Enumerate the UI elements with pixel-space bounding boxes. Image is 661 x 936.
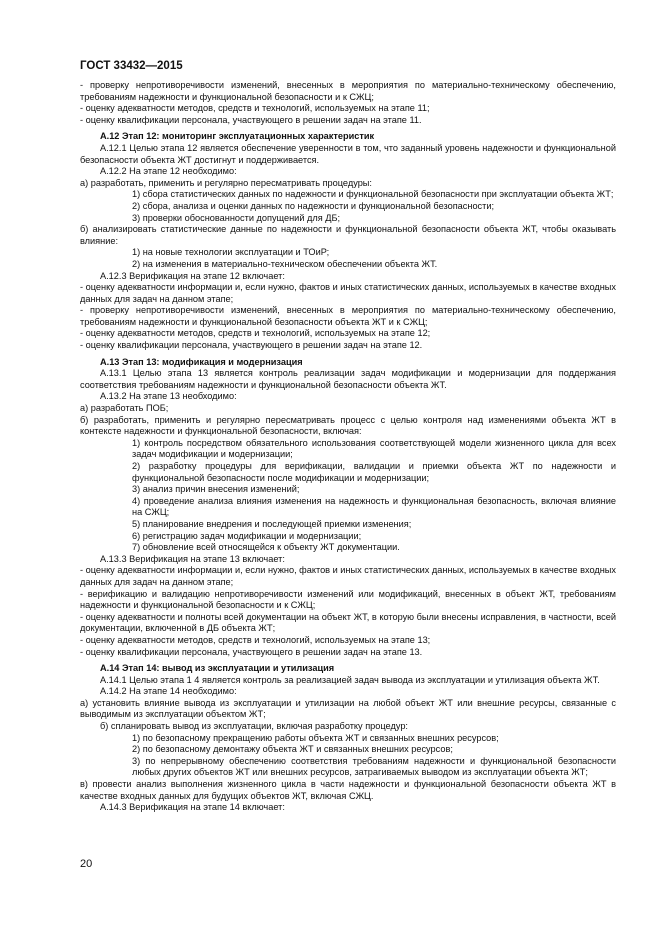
paragraph: 5) планирование внедрения и последующей приемки изменения; (132, 518, 412, 529)
section-heading: А.13 Этап 13: модификация и модернизация (100, 356, 303, 367)
paragraph: 2) разработку процедуры для верификации, валидации и приемки объекта ЖТ по надежности и функциональной безопасности после модификации и модернизации; (132, 461, 616, 483)
paragraph: 7) обновление всей относящейся к объекту ЖТ документации. (132, 542, 400, 553)
paragraph: 1) по безопасному прекращению работы объекта ЖТ и связанных внешних ресурсов; (132, 732, 499, 743)
paragraph: А.14.1 Целью этапа 1 4 является контроль за реализацией задач вывода из эксплуатации и утилизация объекта ЖТ. (100, 674, 600, 685)
document-body (80, 80, 616, 814)
paragraph: б) спланировать вывод из эксплуатации, включая разработку процедур: (100, 721, 408, 732)
paragraph: - проверку непротиворечивости изменений, внесенных в мероприятия по материально-техническому обеспечению, требованиям надежности и функциональной безопасности объекта ЖТ и к СЖЦ; (80, 305, 616, 327)
paragraph: А.14.3 Верификация на этапе 14 включает: (100, 802, 285, 813)
paragraph: - верификацию и валидацию непротиворечивости изменений или модификаций, внесенных в объект ЖТ, требованиям надежности и функциональной безопасности и к СЖЦ; (80, 588, 616, 611)
paragraph: А.14.2 На этапе 14 необходимо: (100, 686, 237, 697)
paragraph: - оценку квалификации персонала, участвующего в решении задач на этапе 13. (80, 646, 423, 657)
paragraph: 3) анализ причин внесения изменений; (132, 484, 300, 495)
document-header: ГОСТ 33432—2015 (80, 60, 183, 72)
paragraph: а) разработать ПОБ; (80, 403, 169, 414)
paragraph: а) разработать, применить и регулярно пересматривать процедуры: (80, 177, 372, 188)
paragraph: 2) сбора, анализа и оценки данных по надежности и функциональной безопасности; (132, 200, 495, 211)
paragraph: - оценку адекватности и полноты всей документации на объект ЖТ, в которую были внесены исправления, в частности, всей документации, включенной в ДБ объекта ЖТ; (80, 611, 616, 634)
paragraph: 2) на изменения в материально-техническом обеспечении объекта ЖТ. (132, 258, 438, 269)
paragraph: 3) проверки обоснованности допущений для ДБ; (132, 212, 341, 223)
paragraph: в) провести анализ выполнения жизненного цикла в части надежности и функциональной безопасности объекта ЖТ в качестве входных данных для будущих объектов ЖТ, включая СЖЦ. (80, 779, 616, 801)
paragraph: 1) на новые технологии эксплуатации и ТОиР; (132, 247, 330, 258)
paragraph: - оценку адекватности информации и, если нужно, фактов и иных статистических данных, используемых в качестве входных данных для задач на данном этапе; (80, 565, 616, 587)
paragraph: 6) регистрацию задач модификации и модернизации; (132, 530, 362, 541)
paragraph: А.12.1 Целью этапа 12 является обеспечение уверенности в том, что заданный уровень надежности и функциональной безопасности объекта ЖТ достигнут и поддерживается. (80, 142, 616, 165)
paragraph: 1) контроль посредством обязательного использования соответствующей модели жизненного цикла для всех задач модификации и модернизации; (132, 437, 616, 460)
paragraph: А.13.3 Верификация на этапе 13 включает: (100, 553, 285, 564)
paragraph: - оценку адекватности методов, средств и технологий, используемых на этапе 11; (80, 103, 430, 114)
paragraph: 4) проведение анализа влияния изменения на надежность и функциональная безопасность, включая влияние на СЖЦ; (132, 495, 616, 518)
paragraph: - проверку непротиворечивости изменений, внесенных в мероприятия по материально-техническому обеспечению, требованиям надежности и функциональной безопасности и к СЖЦ; (80, 80, 616, 102)
paragraph: А.12.2 На этапе 12 необходимо: (100, 166, 237, 177)
section-heading: А.12 Этап 12: мониторинг эксплуатационных характеристик (100, 131, 375, 142)
paragraph: б) анализировать статистические данные по надежности и функциональной безопасности объекта ЖТ, чтобы оказывать влияние: (80, 224, 616, 246)
paragraph: - оценку адекватности информации и, если нужно, фактов и иных статистических данных, используемых в качестве входных данных для задач на данном этапе; (80, 282, 616, 304)
paragraph: - оценку квалификации персонала, участвующего в решении задач на этапе 12. (80, 340, 423, 351)
paragraph: - оценку адекватности методов, средств и технологий, используемых на этапе 12; (80, 328, 431, 339)
paragraph: - оценку адекватности методов, средств и технологий, используемых на этапе 13; (80, 634, 431, 645)
paragraph: а) установить влияние вывода из эксплуатации и утилизации на любой объект ЖТ или внешние ресурсы, связанные с выводимым из эксплуатации объектом ЖТ; (80, 697, 616, 720)
paragraph: 3) по непрерывному обеспечению соответствия требованиям надежности и функциональной безопасности любых других объектов ЖТ или внешних ресурсов, затрагиваемых выводом из эксплуатации объекта ЖТ; (132, 755, 616, 778)
paragraph: А.12.3 Верификация на этапе 12 включает: (100, 270, 285, 281)
paragraph: 2) по безопасному демонтажу объекта ЖТ и связанных внешних ресурсов; (132, 744, 453, 755)
paragraph: А.13.1 Целью этапа 13 является контроль реализации задач модификации и модернизации для поддержания соответствия требованиям надежности и функциональной безопасности объекта ЖТ. (80, 368, 616, 390)
paragraph: А.13.2 На этапе 13 необходимо: (100, 391, 237, 402)
page-number: 20 (80, 858, 93, 870)
paragraph: б) разработать, применить и регулярно пересматривать процесс с целью контроля над изменениями объекта ЖТ в контексте надежности и функциональной безопасности, включая: (80, 414, 616, 437)
paragraph: 1) сбора статистических данных по надежности и функциональной безопасности при эксплуатации объекта ЖТ; (132, 189, 614, 200)
section-heading: А.14 Этап 14: вывод из эксплуатации и утилизация (100, 663, 335, 674)
paragraph: - оценку квалификации персонала, участвующего в решении задач на этапе 11. (80, 114, 422, 125)
